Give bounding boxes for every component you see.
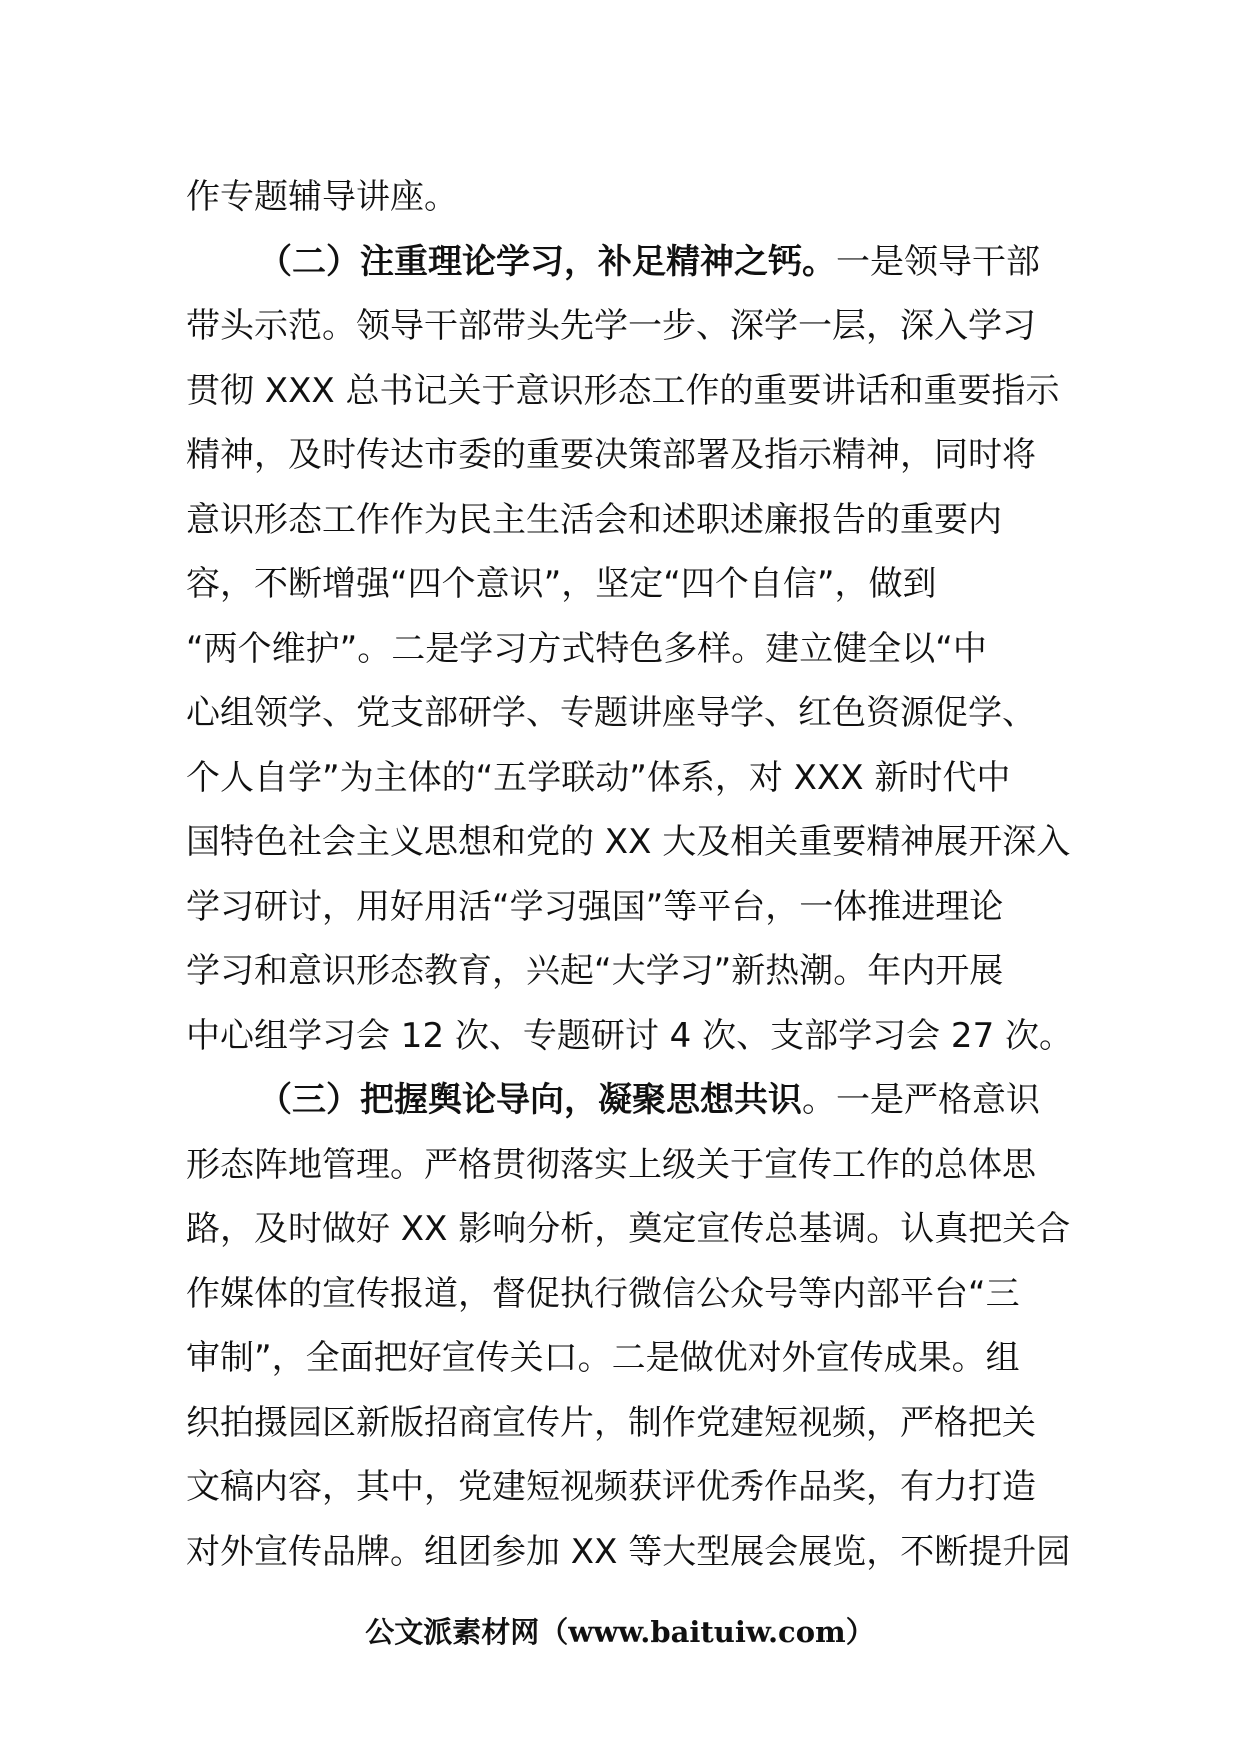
- text-line: [186, 1004, 1074, 1069]
- text-line: [186, 1197, 1071, 1262]
- text-line: [186, 1391, 1056, 1456]
- line-text: 对外宣传品牌。组团参加 XX 等大型展会展览，不断提升园: [186, 1531, 1071, 1572]
- line-text: 文稿内容，其中，党建短视频获评优秀作品奖，有力打造: [186, 1467, 1036, 1507]
- line-text: “两个维护”。二是学习方式特色多样。建立健全以“中: [186, 628, 987, 669]
- line-text: 学习研讨，用好用活“学习强国”等平台，一体推进理论: [186, 886, 1004, 927]
- section-heading: （二）注重理论学习，补足精神之钙。: [258, 241, 836, 282]
- text-line: [186, 1133, 1056, 1198]
- text-line: [186, 423, 1056, 488]
- text-line: [186, 1520, 1071, 1585]
- line-text: 作专题辅导讲座。: [186, 177, 458, 217]
- line-text: 精神，及时传达市委的重要决策部署及指示精神，同时将: [186, 435, 1036, 475]
- line-text: 审制”，全面把好宣传关口。二是做优对外宣传成果。组: [186, 1338, 1020, 1378]
- text-line: [186, 1455, 1056, 1520]
- text-line: [186, 359, 1060, 424]
- line-text: 织拍摄园区新版招商宣传片，制作党建短视频，严格把关: [186, 1402, 1036, 1443]
- line-text: 带头示范。领导干部带头先学一步、深学一层，深入学习: [186, 306, 1036, 346]
- line-text: 。一是严格意识: [802, 1080, 1040, 1120]
- footer-watermark: 公文派素材网（www.baituiw.com）: [365, 1615, 875, 1649]
- section-heading-line: [186, 1068, 1056, 1133]
- text-line: [186, 1262, 1056, 1327]
- line-text: 国特色社会主义思想和党的 XX 大及相关重要精神展开深入: [186, 822, 1071, 862]
- text-line: [186, 617, 1056, 682]
- section-heading-line: [186, 230, 1056, 295]
- line-text: 贯彻 XXX 总书记关于意识形态工作的重要讲话和重要指示: [186, 370, 1060, 411]
- text-line: [186, 294, 1056, 359]
- line-text: 中心组学习会 12 次、专题研讨 4 次、支部学习会 27 次。: [186, 1015, 1074, 1056]
- line-text: 容，不断增强“四个意识”，坚定“四个自信”，做到: [186, 564, 937, 604]
- text-line: [186, 1326, 1056, 1391]
- text-line: [186, 810, 1071, 875]
- line-text: 作媒体的宣传报道，督促执行微信公众号等内部平台“三: [186, 1273, 1020, 1314]
- line-text: 学习和意识形态教育，兴起“大学习”新热潮。年内开展: [186, 951, 1004, 991]
- text-line: [186, 681, 1056, 746]
- text-line: [186, 552, 1056, 617]
- text-line: [186, 875, 1056, 940]
- text-line: [186, 746, 1056, 811]
- line-text: 个人自学”为主体的“五学联动”体系，对 XXX 新时代中: [186, 757, 1011, 798]
- line-text: 路，及时做好 XX 影响分析，奠定宣传总基调。认真把关合: [186, 1209, 1071, 1249]
- body-text: [186, 165, 1074, 1584]
- line-text: 心组领学、党支部研学、专题讲座导学、红色资源促学、: [186, 693, 1036, 733]
- text-line: [186, 488, 1056, 553]
- line-text: 意识形态工作作为民主生活会和述职述廉报告的重要内: [186, 499, 1002, 540]
- section-heading: （三）把握舆论导向，凝聚思想共识: [258, 1080, 802, 1120]
- line-text: 形态阵地管理。严格贯彻落实上级关于宣传工作的总体思: [186, 1144, 1036, 1185]
- line-text: 一是领导干部: [836, 241, 1040, 282]
- text-line: [186, 939, 1056, 1004]
- text-line: [186, 165, 1056, 230]
